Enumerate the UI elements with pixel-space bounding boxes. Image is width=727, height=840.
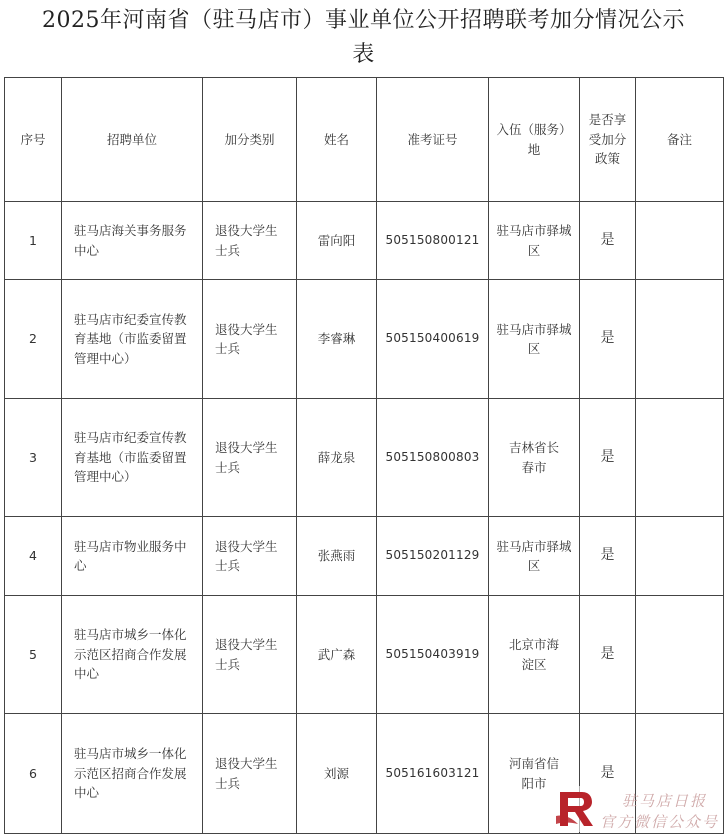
cell-category: 退役大学生士兵	[203, 280, 297, 399]
cell-place: 河南省信阳市	[489, 714, 580, 834]
cell-enjoy: 是	[580, 399, 636, 517]
cell-enjoy: 是	[580, 202, 636, 280]
cell-remark	[636, 517, 724, 596]
table-row	[5, 399, 724, 517]
cell-name: 雷向阳	[297, 202, 377, 280]
cell-category: 退役大学生士兵	[203, 399, 297, 517]
table-row	[5, 280, 724, 399]
cell-unit: 驻马店市城乡一体化示范区招商合作发展中心	[62, 596, 203, 714]
cell-seq: 2	[5, 280, 62, 399]
cell-ticket: 505150201129	[377, 517, 489, 596]
header-name: 姓名	[297, 78, 377, 202]
cell-seq: 1	[5, 202, 62, 280]
cell-category: 退役大学生士兵	[203, 517, 297, 596]
cell-place: 北京市海淀区	[489, 596, 580, 714]
cell-seq: 4	[5, 517, 62, 596]
header-place: 入伍（服务）地	[489, 78, 580, 202]
cell-remark	[636, 596, 724, 714]
cell-enjoy: 是	[580, 280, 636, 399]
newspaper-watermark	[552, 784, 727, 834]
cell-unit: 驻马店海关事务服务中心	[62, 202, 203, 280]
cell-remark	[636, 280, 724, 399]
header-remark: 备注	[636, 78, 724, 202]
cell-seq: 3	[5, 399, 62, 517]
watermark-line-2: 官方微信公众号	[600, 813, 720, 831]
cell-name: 李睿琳	[297, 280, 377, 399]
cell-seq: 5	[5, 596, 62, 714]
cell-remark	[636, 202, 724, 280]
cell-category: 退役大学生士兵	[203, 596, 297, 714]
cell-enjoy: 是	[580, 517, 636, 596]
cell-unit: 驻马店市物业服务中心	[62, 517, 203, 596]
title-line-2: 表	[352, 42, 375, 67]
cell-place: 驻马店市驿城区	[489, 202, 580, 280]
cell-category: 退役大学生士兵	[203, 714, 297, 834]
cell-name: 刘源	[297, 714, 377, 834]
cell-name: 张燕雨	[297, 517, 377, 596]
cell-ticket: 505150800803	[377, 399, 489, 517]
cell-category: 退役大学生士兵	[203, 202, 297, 280]
table-row	[5, 202, 724, 280]
cell-remark	[636, 399, 724, 517]
header-seq: 序号	[5, 78, 62, 202]
table-row	[5, 596, 724, 714]
cell-unit: 驻马店市纪委宣传教育基地（市监委留置管理中心）	[62, 280, 203, 399]
cell-name: 武广森	[297, 596, 377, 714]
cell-place: 驻马店市驿城区	[489, 280, 580, 399]
bonus-points-table	[4, 77, 724, 834]
watermark-line-1: 驻马店日报	[622, 792, 708, 810]
cell-ticket: 505161603121	[377, 714, 489, 834]
cell-place: 驻马店市驿城区	[489, 517, 580, 596]
cell-name: 薛龙泉	[297, 399, 377, 517]
header-ticket: 准考证号	[377, 78, 489, 202]
cell-seq: 6	[5, 714, 62, 834]
cell-enjoy: 是	[580, 714, 636, 834]
header-enjoy: 是否享受加分政策	[580, 78, 636, 202]
cell-ticket: 505150400619	[377, 280, 489, 399]
cell-place: 吉林省长春市	[489, 399, 580, 517]
newspaper-logo-icon	[552, 786, 598, 832]
header-category: 加分类别	[203, 78, 297, 202]
cell-ticket: 505150403919	[377, 596, 489, 714]
cell-enjoy: 是	[580, 596, 636, 714]
page-title	[0, 4, 727, 72]
title-line-1: 2025年河南省（驻马店市）事业单位公开招聘联考加分情况公示	[42, 8, 685, 33]
table-header-row	[5, 78, 724, 202]
cell-unit: 驻马店市纪委宣传教育基地（市监委留置管理中心）	[62, 399, 203, 517]
cell-unit: 驻马店市城乡一体化示范区招商合作发展中心	[62, 714, 203, 834]
table-row	[5, 517, 724, 596]
header-unit: 招聘单位	[62, 78, 203, 202]
cell-ticket: 505150800121	[377, 202, 489, 280]
